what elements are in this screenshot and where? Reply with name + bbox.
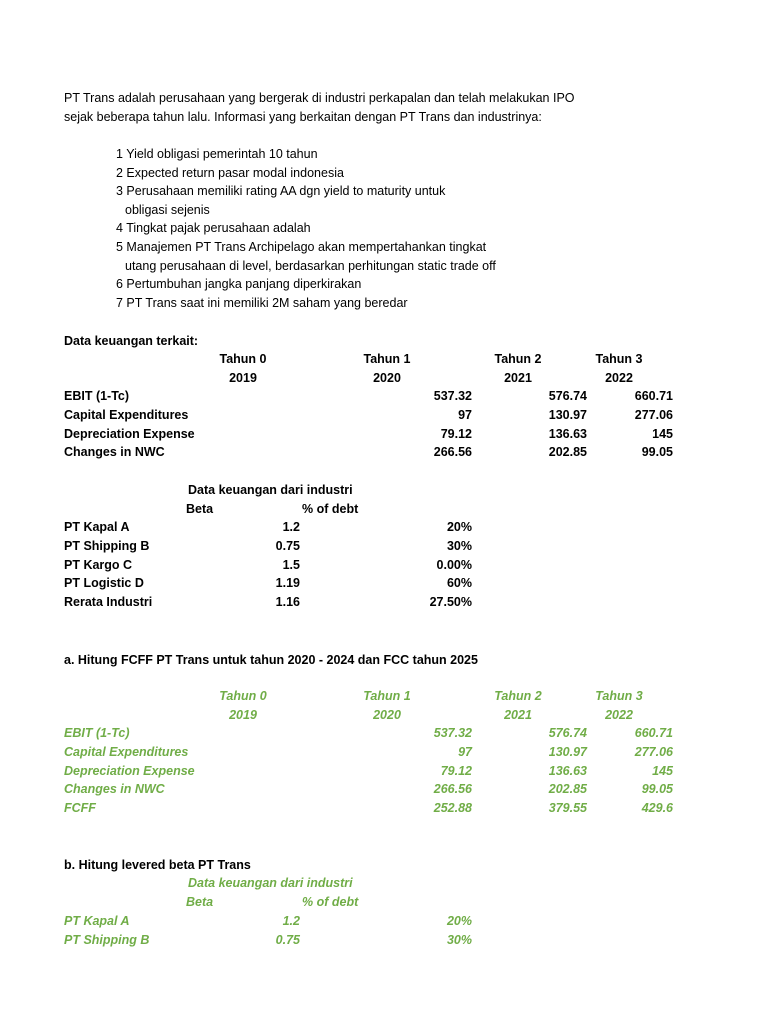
fcff-table-row-value: 537.32: [433, 726, 472, 740]
fcff-table-header-year: 2022: [605, 708, 633, 722]
section-b-industry-title: Data keuangan dari industri: [188, 876, 353, 890]
section-b-col-debt: % of debt: [302, 895, 359, 909]
fin-table-header-tahun: Tahun 3: [595, 352, 643, 366]
fcff-table-row-label: Changes in NWC: [64, 782, 165, 796]
industry-col-beta: Beta: [186, 502, 214, 516]
fcff-table-row-value: 277.06: [634, 745, 673, 759]
fin-table-header-year: 2020: [373, 371, 401, 385]
industry-row-label: PT Kapal A: [64, 520, 130, 534]
fin-table-row-label: Depreciation Expense: [64, 427, 195, 441]
fcff-table-row-value: 99.05: [641, 782, 673, 796]
section-b-col-beta: Beta: [186, 895, 214, 909]
industry-row-beta: 1.5: [282, 558, 300, 572]
section-b-row-beta: 0.75: [275, 933, 300, 947]
fcff-table-row-label: FCFF: [64, 801, 96, 815]
fin-table-header-year: 2022: [605, 371, 633, 385]
industry-row-debt: 27.50%: [429, 595, 472, 609]
fin-table-row-label: Changes in NWC: [64, 445, 165, 459]
fin-table-header-year: 2019: [229, 371, 257, 385]
fcff-table-row-value: 266.56: [433, 782, 472, 796]
section-b-row-debt: 30%: [446, 933, 472, 947]
industry-row-beta: 0.75: [275, 539, 300, 553]
fcff-table-row-label: EBIT (1-Tc): [64, 726, 130, 740]
industry-row-beta: 1.2: [282, 520, 300, 534]
info-list-item: 6 Pertumbuhan jangka panjang diperkirakan: [116, 277, 362, 291]
fin-table-header-year: 2021: [504, 371, 532, 385]
fcff-table-header-year: 2021: [504, 708, 532, 722]
fcff-table-row-value: 660.71: [634, 726, 673, 740]
industry-row-debt: 0.00%: [436, 558, 472, 572]
industry-row-label: PT Shipping B: [64, 539, 150, 553]
fin-table-header-tahun: Tahun 0: [219, 352, 267, 366]
industry-row-beta: 1.19: [275, 576, 300, 590]
intro-line: PT Trans adalah perusahaan yang bergerak di industri perkapalan dan telah melakukan IPO: [64, 91, 575, 105]
fcff-table-row-value: 576.74: [548, 726, 587, 740]
fcff-table-row-value: 429.6: [641, 801, 673, 815]
industry-row-beta: 1.16: [275, 595, 300, 609]
info-list-item: obligasi sejenis: [125, 203, 210, 217]
fcff-table-row-value: 130.97: [548, 745, 587, 759]
fin-table-row-value: 130.97: [548, 408, 587, 422]
fcff-table-row-value: 97: [458, 745, 472, 759]
fcff-table-row-label: Capital Expenditures: [64, 745, 189, 759]
intro-line: sejak beberapa tahun lalu. Informasi yang berkaitan dengan PT Trans dan industrinya:: [64, 110, 542, 124]
fcff-table-row-value: 202.85: [548, 782, 587, 796]
fcff-table-row-value: 136.63: [548, 764, 587, 778]
industry-row-label: PT Kargo C: [64, 558, 133, 572]
industry-title: Data keuangan dari industri: [188, 483, 353, 497]
fin-table-row-value: 145: [652, 427, 673, 441]
fin-table-row-value: 537.32: [433, 389, 472, 403]
fin-table-row-value: 97: [458, 408, 472, 422]
info-list-item: 2 Expected return pasar modal indonesia: [116, 166, 344, 180]
fin-table-row-label: Capital Expenditures: [64, 408, 189, 422]
fin-table-header-tahun: Tahun 2: [494, 352, 542, 366]
fcff-table-row-value: 379.55: [548, 801, 587, 815]
fin-table-row-label: EBIT (1-Tc): [64, 389, 130, 403]
industry-row-debt: 20%: [446, 520, 472, 534]
fin-table-header-tahun: Tahun 1: [363, 352, 411, 366]
fcff-table-row-label: Depreciation Expense: [64, 764, 195, 778]
fcff-table-row-value: 145: [652, 764, 673, 778]
info-list-item: 5 Manajemen PT Trans Archipelago akan mempertahankan tingkat: [116, 240, 487, 254]
fin-table-row-value: 79.12: [440, 427, 472, 441]
fin-table-row-value: 266.56: [433, 445, 472, 459]
section-b-row-label: PT Kapal A: [64, 914, 130, 928]
section-b-row-label: PT Shipping B: [64, 933, 150, 947]
fin-table-row-value: 576.74: [548, 389, 587, 403]
fin-table-row-value: 660.71: [634, 389, 673, 403]
fcff-table-row-value: 79.12: [440, 764, 472, 778]
fcff-table-header-tahun: Tahun 1: [363, 689, 411, 703]
fin-table-row-value: 99.05: [641, 445, 673, 459]
section-a-title: a. Hitung FCFF PT Trans untuk tahun 2020 - 2024 dan FCC tahun 2025: [64, 653, 478, 667]
industry-col-debt: % of debt: [302, 502, 359, 516]
fcff-table-header-tahun: Tahun 2: [494, 689, 542, 703]
section-title: Data keuangan terkait:: [64, 334, 199, 348]
info-list-item: 4 Tingkat pajak perusahaan adalah: [116, 221, 311, 235]
fcff-table-header-tahun: Tahun 0: [219, 689, 267, 703]
fin-table-row-value: 202.85: [548, 445, 587, 459]
section-b-title: b. Hitung levered beta PT Trans: [64, 858, 251, 872]
info-list-item: 1 Yield obligasi pemerintah 10 tahun: [116, 147, 318, 161]
section-b-row-beta: 1.2: [282, 914, 300, 928]
fin-table-row-value: 136.63: [548, 427, 587, 441]
fcff-table-header-tahun: Tahun 3: [595, 689, 643, 703]
industry-row-debt: 60%: [446, 576, 472, 590]
industry-row-label: PT Logistic D: [64, 576, 144, 590]
fcff-table-header-year: 2019: [229, 708, 257, 722]
fcff-table-row-value: 252.88: [433, 801, 472, 815]
info-list-item: 7 PT Trans saat ini memiliki 2M saham yang beredar: [116, 296, 408, 310]
info-list-item: 3 Perusahaan memiliki rating AA dgn yield to maturity untuk: [116, 184, 446, 198]
fcff-table-header-year: 2020: [373, 708, 401, 722]
section-b-row-debt: 20%: [446, 914, 472, 928]
fin-table-row-value: 277.06: [634, 408, 673, 422]
info-list-item: utang perusahaan di level, berdasarkan perhitungan static trade off: [125, 259, 496, 273]
industry-row-label: Rerata Industri: [64, 595, 153, 609]
industry-row-debt: 30%: [446, 539, 472, 553]
